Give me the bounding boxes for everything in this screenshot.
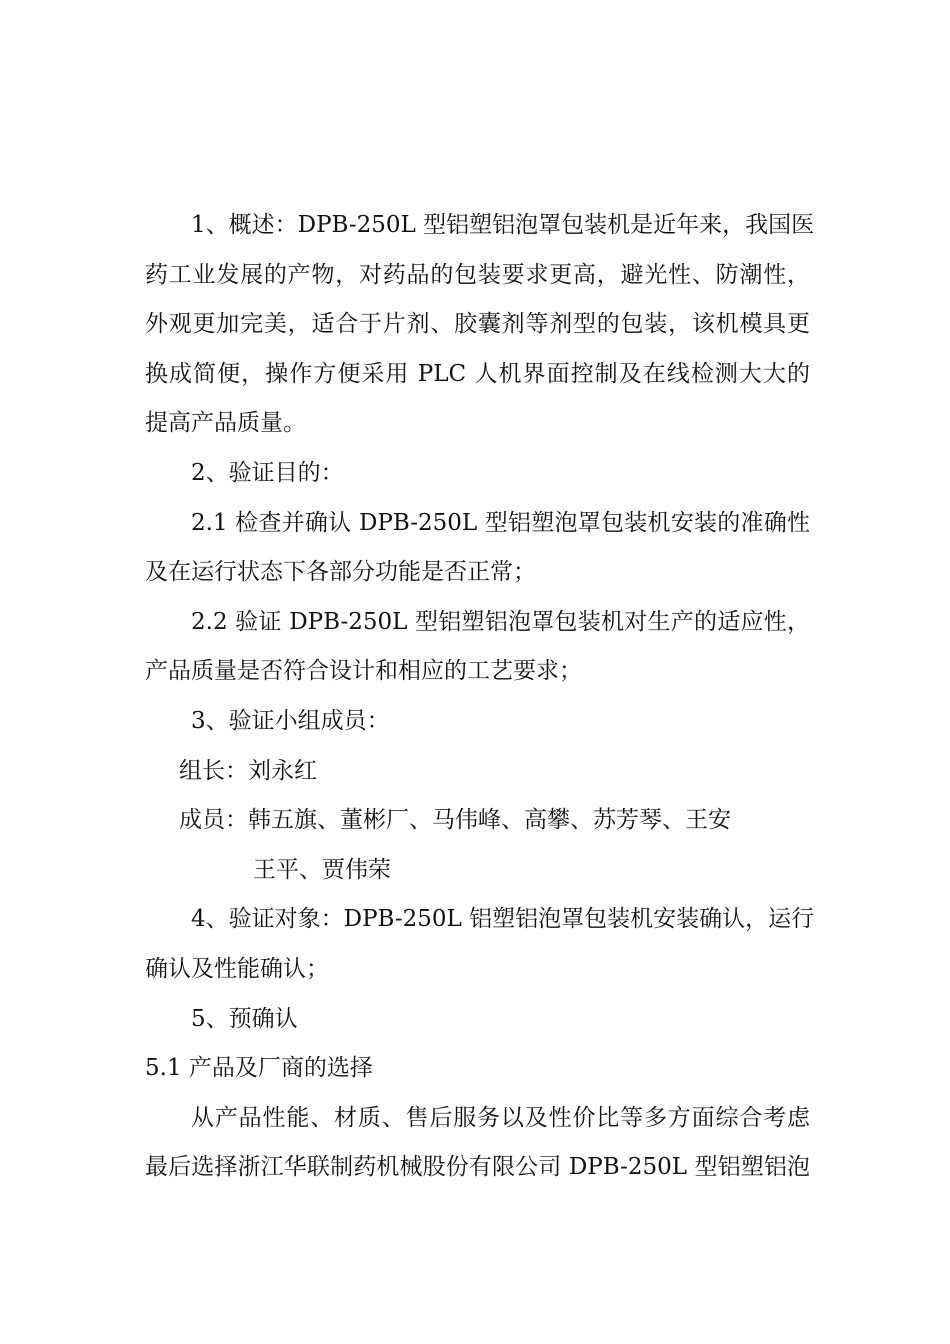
overview-line-1: 1、概述：DPB-250L 型铝塑铝泡罩包装机是近年来，我国医 bbox=[191, 212, 815, 238]
object-line-2: 确认及性能确认； bbox=[145, 955, 329, 982]
overview-line-2: 药工业发展的产物，对药品的包装要求更高，避光性、防潮性， bbox=[145, 261, 810, 288]
overview-line-3: 外观更加完美，适合于片剂、胶囊剂等剂型的包装，该机模具更 bbox=[145, 311, 810, 338]
overview-line-5: 提高产品质量。 bbox=[145, 410, 306, 437]
team-heading: 3、验证小组成员： bbox=[191, 707, 390, 734]
purpose-item2-line-1: 2.2 验证 DPB-250L 型铝塑铝泡罩包装机对生产的适应性， bbox=[191, 608, 810, 635]
preconfirm-subheading: 5.1 产品及厂商的选择 bbox=[145, 1055, 373, 1082]
purpose-item2-line-2: 产品质量是否符合设计和相应的工艺要求； bbox=[145, 658, 582, 685]
preconfirm-heading: 5、预确认 bbox=[191, 1005, 298, 1032]
team-members-line-1: 成员：韩五旗、董彬厂、马伟峰、高攀、苏芳琴、王安 bbox=[179, 807, 731, 834]
preconfirm-line-1: 从产品性能、材质、售后服务以及性价比等多方面综合考虑 bbox=[191, 1104, 810, 1131]
preconfirm-line-2: 最后选择浙江华联制药机械股份有限公司 DPB-250L 型铝塑铝泡 bbox=[145, 1154, 810, 1181]
document-page bbox=[145, 201, 815, 1193]
overview-line-4: 换成简便，操作方便采用 PLC 人机界面控制及在线检测大大的 bbox=[145, 360, 810, 387]
purpose-item1-line-2: 及在运行状态下各部分功能是否正常； bbox=[145, 559, 536, 586]
object-line-1: 4、验证对象：DPB-250L 铝塑铝泡罩包装机安装确认，运行 bbox=[191, 906, 815, 933]
purpose-heading: 2、验证目的： bbox=[191, 459, 344, 486]
team-members-line-2: 王平、贾伟荣 bbox=[253, 856, 391, 883]
purpose-item1-line-1: 2.1 检查并确认 DPB-250L 型铝塑泡罩包装机安装的准确性 bbox=[191, 509, 810, 536]
team-leader: 组长：刘永红 bbox=[179, 757, 317, 784]
